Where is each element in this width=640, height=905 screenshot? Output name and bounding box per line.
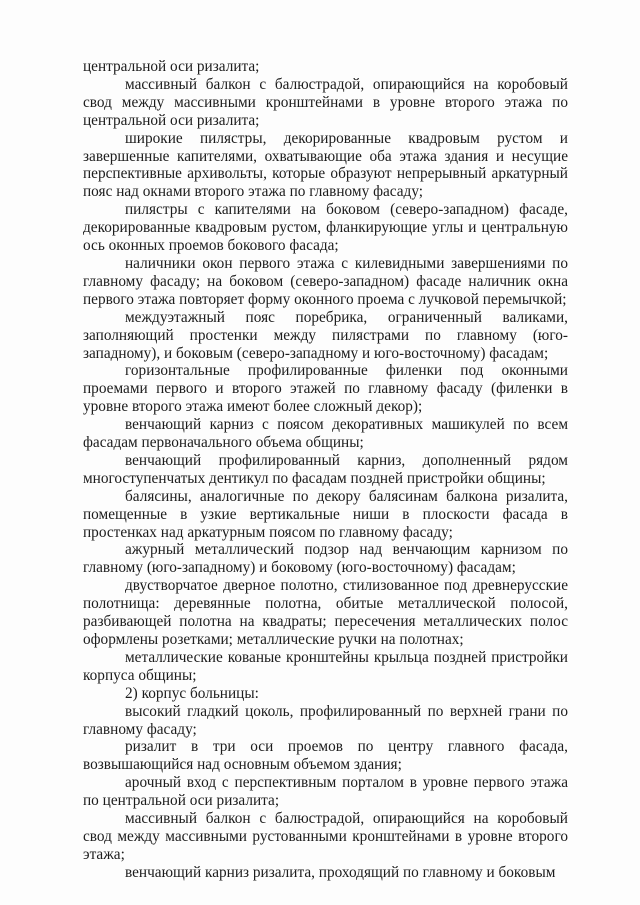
section-heading: 2) корпус больницы: [125,684,259,702]
paragraph: центральной оси ризалита; [83,58,260,75]
paragraph: металлические кованые кронштейны крыльца поздней пристройки корпуса общины; [83,648,568,684]
paragraph: высокий гладкий цоколь, профилированный по верхней грани по главному фасаду; [83,702,568,738]
paragraph: венчающий профилированный карниз, дополненный рядом многоступенчатых дентикул по фасадам поздней пристройки общины; [83,451,568,487]
paragraph: арочный вход с перспективным порталом в уровне первого этажа по центральной оси ризалита; [83,774,568,810]
paragraph: ажурный металлический подзор над венчающим карнизом по главному (юго-западному) и боковому (юго-восточному) фасадам; [83,541,568,577]
paragraph: широкие пилястры, декорированные квадровым рустом и завершенные капителями, охватывающие оба этажа здания и несущие перспективные архивольты, которые образуют непрерывный аркатурный пояс над окнами второго этажа по главному фасаду; [83,129,568,201]
paragraph: междуэтажный пояс поребрика, ограниченный валиками, заполняющий простенки между пилястрами по главному (юго-западному), и боковым (северо-западному и юго-восточному) фасадам; [83,308,568,362]
paragraph: ризалит в три оси проемов по центру главного фасада, возвышающийся над основным объемом здания; [83,738,568,774]
paragraph: венчающий карниз ризалита, проходящий по главному и боковым [125,863,556,881]
paragraph: венчающий карниз с поясом декоративных машикулей по всем фасадам первоначального объема общины; [83,416,568,452]
document-body [83,58,568,882]
paragraph: горизонтальные профилированные филенки под оконными проемами первого и второго этажей по главному фасаду (филенки в уровне второго этажа имеют более сложный декор); [83,362,568,416]
paragraph: двустворчатое дверное полотно, стилизованное под древнерусские полотнища: деревянные полотна, обитые металлической полосой, разбивающей полотна на квадраты; пересечения металлических полос оформлены розетками; металлические ручки на полотнах; [83,577,568,648]
paragraph: массивный балкон с балюстрадой, опирающийся на коробовый свод между массивными кронштейнами в уровне второго этажа по центральной оси ризалита; [83,75,568,129]
paragraph: балясины, аналогичные по декору балясинам балкона ризалита, помещенные в узкие вертикальные ниши в плоскости фасада в простенках над аркатурным поясом по главному фасаду; [83,487,568,541]
paragraph: массивный балкон с балюстрадой, опирающийся на коробовый свод между массивными рустованными кронштейнами в уровне второго этажа; [83,810,568,863]
paragraph: пилястры с капителями на боковом (северо-западном) фасаде, декорированные квадровым рустом, фланкирующие углы и центральную ось оконных проемов бокового фасада; [83,201,568,255]
paragraph: наличники окон первого этажа с килевидными завершениями по главному фасаду; на боковом (северо-западном) фасаде наличник окна первого этажа повторяет форму оконного проема с лучковой перемычкой; [83,254,568,308]
